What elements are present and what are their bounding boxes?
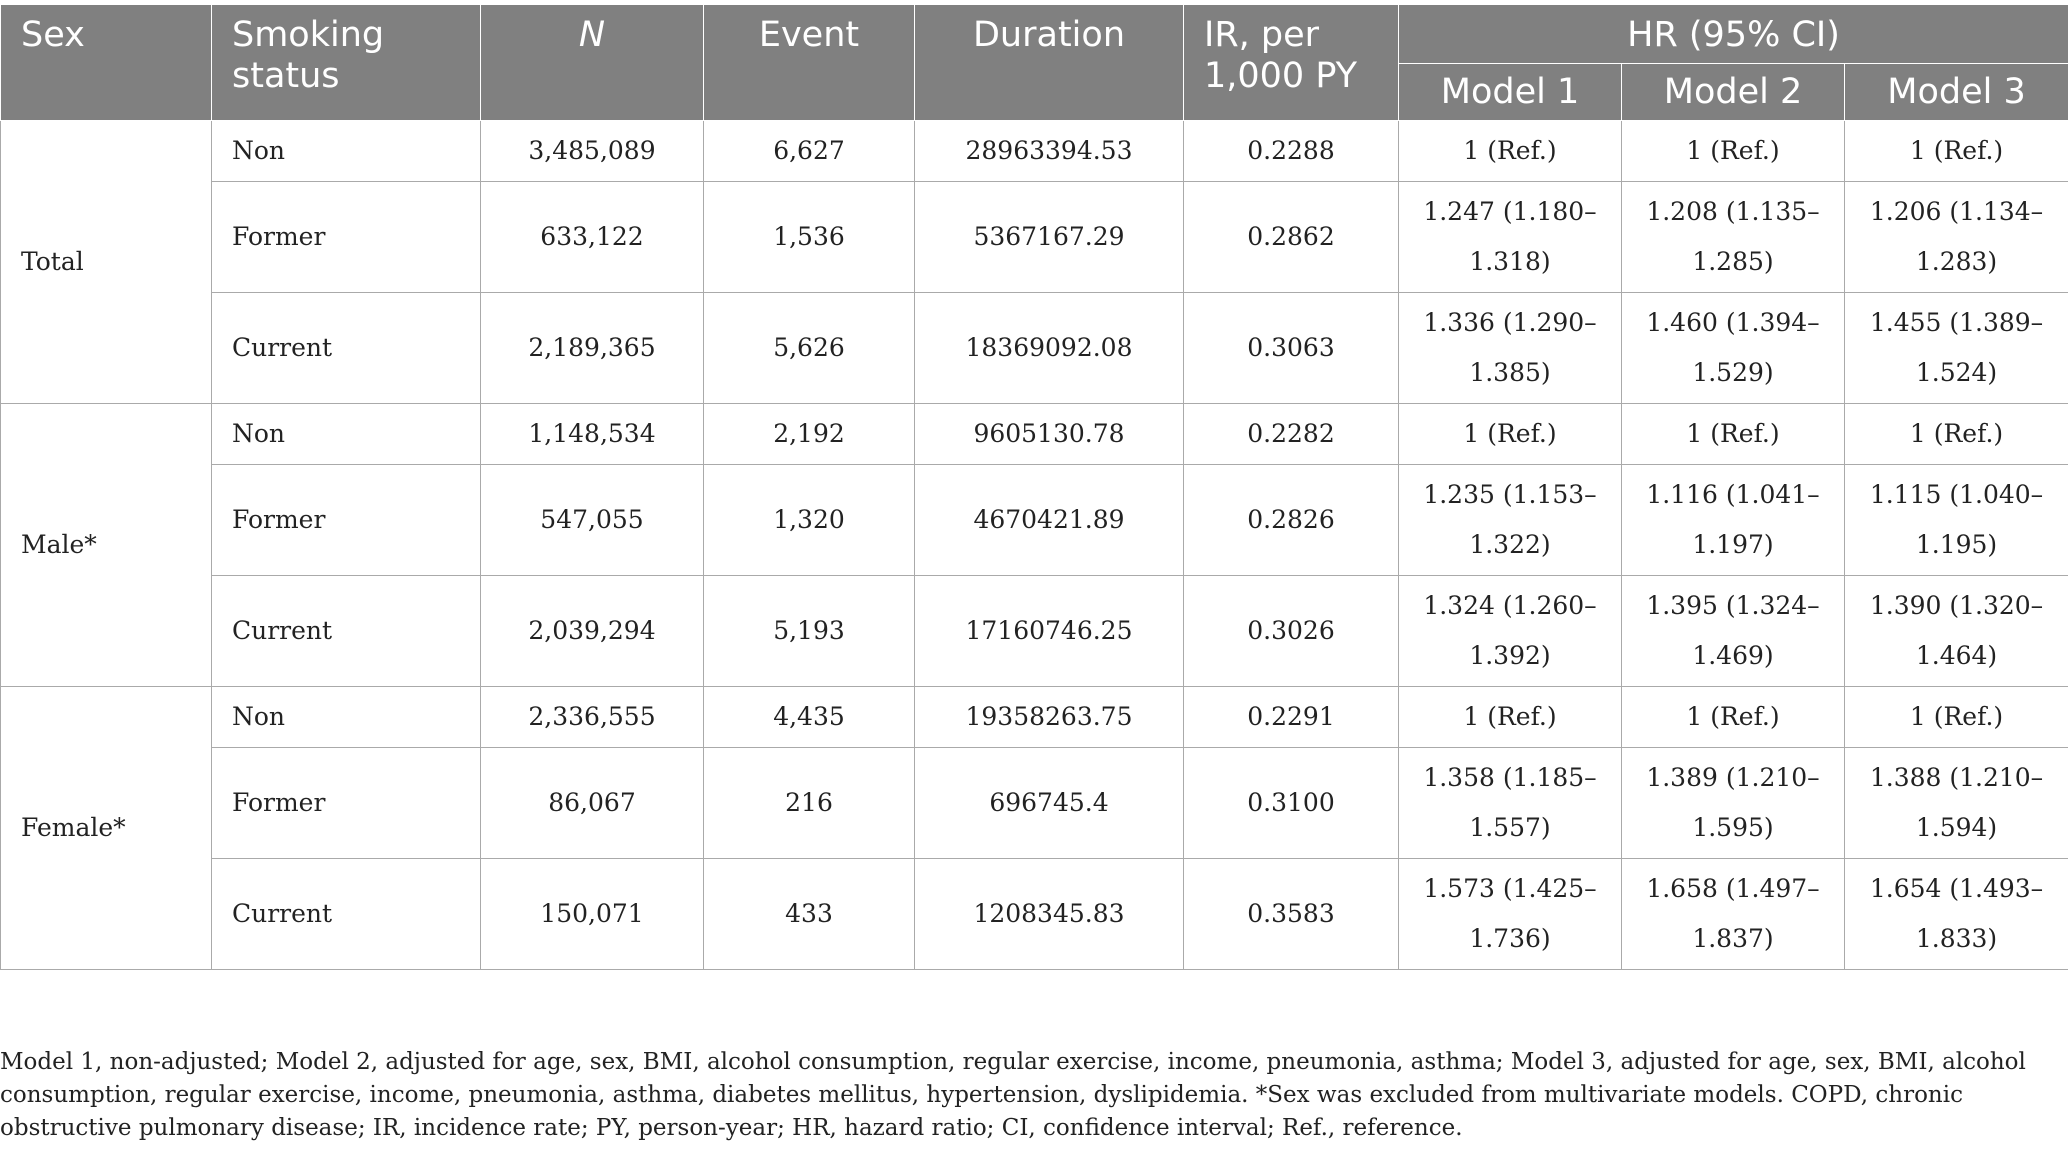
incidence-rate-cell: 0.3063 xyxy=(1184,293,1399,404)
smoking-status-cell: Non xyxy=(212,121,481,182)
hr-line: 1.658 (1.497– xyxy=(1646,874,1820,903)
hr-line: 1.116 (1.041– xyxy=(1646,480,1820,509)
hr-line: 1 (Ref.) xyxy=(1686,419,1780,448)
hr-line: 1 (Ref.) xyxy=(1463,702,1557,731)
header-model-2: Model 2 xyxy=(1622,64,1845,121)
hr-line: 1.837) xyxy=(1692,924,1774,953)
event-cell: 1,320 xyxy=(704,465,915,576)
incidence-rate-cell: 0.3100 xyxy=(1184,748,1399,859)
hr-line: 1 (Ref.) xyxy=(1909,419,2004,448)
event-cell: 5,626 xyxy=(704,293,915,404)
header-model-1: Model 1 xyxy=(1399,64,1622,121)
hr-line: 1.318) xyxy=(1469,247,1551,276)
sex-group-label: Male* xyxy=(1,404,212,687)
hr-line: 1.389 (1.210– xyxy=(1646,763,1820,792)
hr-line: 1.395 (1.324– xyxy=(1646,591,1820,620)
n-cell: 86,067 xyxy=(481,748,704,859)
header-model-3: Model 3 xyxy=(1845,64,2068,121)
table-row xyxy=(1,576,2068,687)
hr-line: 1.833) xyxy=(1915,924,1998,953)
incidence-rate-cell: 0.3583 xyxy=(1184,859,1399,970)
event-cell: 433 xyxy=(704,859,915,970)
duration-cell: 19358263.75 xyxy=(915,687,1184,748)
duration-cell: 18369092.08 xyxy=(915,293,1184,404)
n-cell: 150,071 xyxy=(481,859,704,970)
hr-line: 1.206 (1.134– xyxy=(1869,197,2044,226)
incidence-rate-cell: 0.2826 xyxy=(1184,465,1399,576)
hr-model-1-cell xyxy=(1399,182,1622,293)
hr-line: 1.736) xyxy=(1469,924,1551,953)
table-body xyxy=(1,121,2068,970)
hr-line: 1.390 (1.320– xyxy=(1869,591,2044,620)
hr-model-1-cell xyxy=(1399,404,1622,465)
hr-line: 1.524) xyxy=(1915,358,1998,387)
hr-model-1-cell xyxy=(1399,687,1622,748)
table-row xyxy=(1,182,2068,293)
hr-line: 1.235 (1.153– xyxy=(1423,480,1597,509)
hr-line: 1 (Ref.) xyxy=(1909,136,2004,165)
event-cell: 216 xyxy=(704,748,915,859)
header-sex: Sex xyxy=(1,5,212,121)
hr-line: 1.197) xyxy=(1692,530,1774,559)
hr-line: 1.573 (1.425– xyxy=(1423,874,1597,903)
hr-model-2-cell xyxy=(1622,293,1845,404)
event-cell: 2,192 xyxy=(704,404,915,465)
table-row xyxy=(1,293,2068,404)
table-row xyxy=(1,748,2068,859)
incidence-rate-cell: 0.3026 xyxy=(1184,576,1399,687)
hr-line: 1.283) xyxy=(1915,247,1998,276)
hr-line: 1.208 (1.135– xyxy=(1646,197,1820,226)
hr-line: 1 (Ref.) xyxy=(1686,702,1780,731)
smoking-status-cell: Non xyxy=(212,687,481,748)
n-cell: 547,055 xyxy=(481,465,704,576)
smoking-status-cell: Current xyxy=(212,293,481,404)
hr-model-1-cell xyxy=(1399,465,1622,576)
hr-line: 1.385) xyxy=(1469,358,1551,387)
hr-model-1-cell xyxy=(1399,576,1622,687)
event-cell: 1,536 xyxy=(704,182,915,293)
n-cell: 633,122 xyxy=(481,182,704,293)
results-table xyxy=(0,4,2068,970)
hr-model-2-cell xyxy=(1622,859,1845,970)
n-cell: 1,148,534 xyxy=(481,404,704,465)
table-row xyxy=(1,404,2068,465)
hr-line: 1 (Ref.) xyxy=(1463,419,1557,448)
hr-model-2-cell xyxy=(1622,748,1845,859)
hr-model-2-cell xyxy=(1622,404,1845,465)
hr-line: 1.654 (1.493– xyxy=(1869,874,2044,903)
hr-line: 1.469) xyxy=(1692,641,1774,670)
header-incidence-rate: IR, per 1,000 PY xyxy=(1184,5,1399,121)
hr-model-3-cell xyxy=(1845,293,2068,404)
hr-line: 1.322) xyxy=(1469,530,1551,559)
hr-model-2-cell xyxy=(1622,687,1845,748)
n-cell: 3,485,089 xyxy=(481,121,704,182)
n-cell: 2,189,365 xyxy=(481,293,704,404)
header-event: Event xyxy=(704,5,915,121)
hr-line: 1.336 (1.290– xyxy=(1423,308,1597,337)
hr-line: 1.455 (1.389– xyxy=(1869,308,2044,337)
hr-model-2-cell xyxy=(1622,465,1845,576)
duration-cell: 696745.4 xyxy=(915,748,1184,859)
hr-model-3-cell xyxy=(1845,859,2068,970)
hr-line: 1.392) xyxy=(1469,641,1551,670)
hr-line: 1.285) xyxy=(1692,247,1774,276)
hr-model-3-cell xyxy=(1845,404,2068,465)
hr-model-2-cell xyxy=(1622,182,1845,293)
duration-cell: 4670421.89 xyxy=(915,465,1184,576)
hr-model-1-cell xyxy=(1399,859,1622,970)
duration-cell: 17160746.25 xyxy=(915,576,1184,687)
incidence-rate-cell: 0.2862 xyxy=(1184,182,1399,293)
hr-line: 1.324 (1.260– xyxy=(1423,591,1597,620)
hr-line: 1.464) xyxy=(1915,641,1998,670)
smoking-status-cell: Current xyxy=(212,859,481,970)
hr-line: 1.529) xyxy=(1692,358,1774,387)
event-cell: 4,435 xyxy=(704,687,915,748)
table-footnote: Model 1, non-adjusted; Model 2, adjusted for age, sex, BMI, alcohol consumption, regular exercise, income, pneumonia, asthma; Model 3, adjusted for age, sex, BMI, alcohol consumption, regular exercise, income, pneumonia, asthma, diabetes mellitus, hypertension, dyslipidemia. *Sex was excluded from multivariate models. COPD, chronic obstructive pulmonary disease; IR, incidence rate; PY, person-year; HR, hazard ratio; CI, confidence interval; Ref., reference. xyxy=(0,1049,2026,1141)
sex-group-label: Female* xyxy=(1,687,212,970)
smoking-status-cell: Former xyxy=(212,182,481,293)
hr-line: 1.594) xyxy=(1915,813,1998,842)
table-row xyxy=(1,859,2068,970)
hr-line: 1 (Ref.) xyxy=(1686,136,1780,165)
smoking-status-cell: Non xyxy=(212,404,481,465)
hr-model-3-cell xyxy=(1845,748,2068,859)
hr-model-1-cell xyxy=(1399,121,1622,182)
header-row-top xyxy=(1,5,2068,64)
duration-cell: 1208345.83 xyxy=(915,859,1184,970)
incidence-rate-cell: 0.2282 xyxy=(1184,404,1399,465)
hr-line: 1 (Ref.) xyxy=(1463,136,1557,165)
smoking-status-cell: Former xyxy=(212,465,481,576)
table-header xyxy=(1,5,2068,121)
hr-line: 1.595) xyxy=(1692,813,1774,842)
n-cell: 2,039,294 xyxy=(481,576,704,687)
table-row xyxy=(1,121,2068,182)
header-duration: Duration xyxy=(915,5,1184,121)
smoking-status-cell: Former xyxy=(212,748,481,859)
incidence-rate-cell: 0.2288 xyxy=(1184,121,1399,182)
duration-cell: 5367167.29 xyxy=(915,182,1184,293)
hr-model-1-cell xyxy=(1399,293,1622,404)
hr-line: 1.115 (1.040– xyxy=(1869,480,2044,509)
header-smoking-status: Smoking status xyxy=(212,5,481,121)
hr-line: 1.247 (1.180– xyxy=(1423,197,1597,226)
hr-model-3-cell xyxy=(1845,576,2068,687)
sex-group-label: Total xyxy=(1,121,212,404)
hr-model-2-cell xyxy=(1622,576,1845,687)
table-row xyxy=(1,465,2068,576)
hr-model-2-cell xyxy=(1622,121,1845,182)
duration-cell: 28963394.53 xyxy=(915,121,1184,182)
hr-line: 1.557) xyxy=(1469,813,1551,842)
duration-cell: 9605130.78 xyxy=(915,404,1184,465)
smoking-status-cell: Current xyxy=(212,576,481,687)
hr-line: 1.388 (1.210– xyxy=(1869,763,2044,792)
hr-model-3-cell xyxy=(1845,687,2068,748)
table-row xyxy=(1,687,2068,748)
event-cell: 5,193 xyxy=(704,576,915,687)
hr-model-1-cell xyxy=(1399,748,1622,859)
header-n: N xyxy=(481,5,704,121)
hr-model-3-cell xyxy=(1845,182,2068,293)
n-cell: 2,336,555 xyxy=(481,687,704,748)
event-cell: 6,627 xyxy=(704,121,915,182)
hr-line: 1.195) xyxy=(1915,530,1998,559)
hr-model-3-cell xyxy=(1845,465,2068,576)
incidence-rate-cell: 0.2291 xyxy=(1184,687,1399,748)
hr-model-3-cell xyxy=(1845,121,2068,182)
hr-line: 1 (Ref.) xyxy=(1909,702,2004,731)
header-hr-group: HR (95% CI) xyxy=(1399,5,2068,64)
hr-line: 1.358 (1.185– xyxy=(1423,763,1597,792)
hr-line: 1.460 (1.394– xyxy=(1646,308,1820,337)
